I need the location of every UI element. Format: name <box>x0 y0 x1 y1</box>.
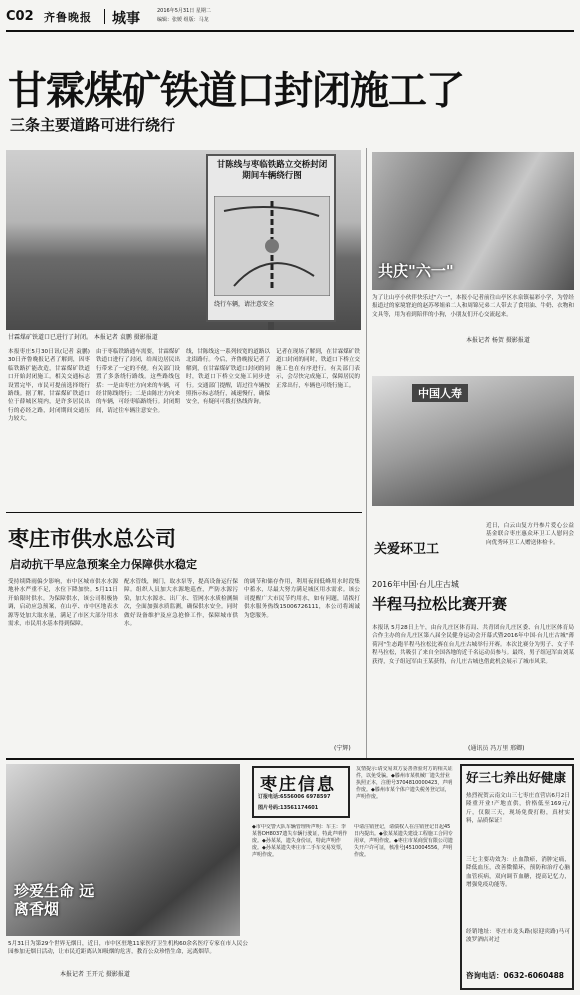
kids-credit: 本报记者 杨贺 摄影报道 <box>466 337 530 344</box>
water-col-3: 的调节和储存作用，利用夜间低峰用水时段集中蓄水，尽最大努力满足城区用水需求。该公司提醒广大市民节约用水，如有问题，请拨打供水服务热线15006726111，本公司将竭诚为您服务。 <box>244 579 360 619</box>
lead-col-1: 本报枣庄5月30日讯(记者 袁鹏) 30日齐鲁晚报记者了解到，因枣临铁路扩能改造，甘霖煤矿铁道口开始封闭施工。相关交通标志设置完毕，市民可提前选择绕行路线。据了解，甘霖煤矿铁道口位于薛城区境内，是许多居民出行的必经之路，封闭期间交通压力较大。 <box>8 349 90 423</box>
classifieds-col-1: ◆市中交警大队车辆管理所声明：车主：李某鲁DH8037遗失车辆行驶证，特此声明作废。◆孙某某，遗失身份证，特此声明作废。◆孙某某遗失枣庄市二手车交易发票，声明作废。 <box>252 824 348 858</box>
marathon-credit: (通讯员 冯万里 邢卿) <box>468 745 525 752</box>
classifieds-phone-1: 订报电话:6556006 6978597 <box>258 794 331 800</box>
classifieds-title-box <box>252 766 350 818</box>
detour-map <box>214 196 330 296</box>
header-rule <box>6 30 574 32</box>
lead-col-3: 线，甘陈线这一系列较宽的道路以北街路行。今后，齐鲁晚报记者了解到，在甘霖煤矿铁道口封闭的同时，铁道口下桥立交施工同步进行。交通部门提醒，请过往车辆按照指示标志绕行，减速慢行，确保安全，有疑问可拨打热线咨询。 <box>186 349 270 406</box>
classifieds-phone-2: 图片号码:13561174601 <box>258 805 319 811</box>
classifieds-title: 枣庄信息 <box>260 775 336 795</box>
map-notice: 绕行车辆，请注意安全 <box>214 301 275 308</box>
water-signature: (宁辉) <box>334 745 351 752</box>
ad-phone: 咨询电话：0632-6060488 <box>466 971 565 980</box>
masthead-logo: 齐鲁晚报 <box>44 11 92 24</box>
lead-subhead: 三条主要道路可进行绕行 <box>10 116 176 134</box>
lead-photo <box>6 150 361 330</box>
classifieds-col-2: 中请注销登记，请债权人在注销登记日起45日内提出。◆张某某遗失建设工程施工合同专用章，声明作废。◆枣庄市某商贸有限公司遗失开户许可证，核准号J4510004556，声明作废。 <box>354 824 453 858</box>
lead-photo-caption: 甘霖煤矿铁道口已进行了封闭。 本报记者 袁鹏 摄影报道 <box>8 334 158 341</box>
ad-address: 经销地址：枣庄市龙头路(原迎宾路)马可波罗酒店对过 <box>466 929 570 944</box>
smoke-photo <box>6 764 240 936</box>
header-divider <box>104 9 105 24</box>
lower-rule <box>6 758 574 760</box>
sign-board <box>206 154 336 322</box>
cleaner-title: 关爱环卫工 <box>374 542 440 557</box>
marathon-body: 本报讯 5月28日上午，由台儿庄区体育局、共青团台儿庄区委、台儿庄区体育局合作主办的台儿庄区第八届全民健身运动会开幕式暨2016年中国·台儿庄古城"薄荷河"生态跑半程马拉松比赛在台儿庄古城举行开赛。本次比赛分为男子、女子半程马拉松，共吸引了来自全国各地的近千名运动员参与。最终，男子组冠军由刘某获得，女子组冠军由王某获得，台儿庄古城也借此机会展示了城市风采。 <box>372 625 574 665</box>
lead-col-4: 记者在现场了解到，在甘霖煤矿铁道口封闭的同时，铁道口下桥立交施工也在有序进行。有关部门表示，会尽快完成施工，保障居民的正常出行，车辆也可绕行施工。 <box>276 349 360 389</box>
kids-photo <box>372 152 574 290</box>
classifieds-col-3: 友情提示:请交易双方妥善查验对方的相关证件，以免受骗。◆滕州市某机械厂遗失营业执照正本，注册号3704810000423，声明作废。◆滕州市某个体户遗失税务登记证，声明作废。 <box>356 766 453 800</box>
water-col-2: 配水管线，阀门，取水泵等，提高设备运行保障。组织人员加大水源地巡查，严防水源污染，加大水源水、出厂水、管网水水质检测频次，全面加强水质监测，确保供水安全。同时做好设备维护及应急抢修工作，保障城市供水。 <box>124 579 238 628</box>
page-number: C02 <box>6 9 34 24</box>
marathon-headline: 半程马拉松比赛开赛 <box>372 595 508 613</box>
ad-effects: 三七主要功效为：止血散瘀，消肿定痛，降低血压，改善微循环，预防和治疗心脑血管疾病，双向调节血糖，提高记忆力，增强免疫功能等。 <box>466 857 570 889</box>
lead-bottom-rule <box>6 512 362 513</box>
smoke-caption: 5月31日为第29个世界无烟日，近日，市中区驻地11家医疗卫生机构60余名医疗专家在市人民公园参加无烟日活动，让市民近距离认知吸烟的危害，教育公众珍惜生命，远离烟草。 <box>8 941 248 956</box>
water-col-1: 受持续降雨偏少影响，市中区城市供水水源地补水严重不足，水位下降加快。5月11日开始限时供水。为保障供水，该公司积极协调，启动应急预案，在山亭、市中区地表水源等处加大取水量，满足了市区大部分用水需求，市民用水基本得到保障。 <box>8 579 118 628</box>
section-name: 城事 <box>112 11 140 27</box>
cleaner-photo <box>372 376 574 506</box>
date-line: 2016年5月31日 星期二 <box>157 8 211 14</box>
ad-title: 好三七养出好健康 <box>466 770 567 785</box>
water-subhead: 启动抗干旱应急预案全力保障供水稳定 <box>10 558 197 571</box>
column-divider <box>366 148 367 758</box>
smoke-photo-label: 珍爱生命 远离香烟 <box>14 882 95 918</box>
cleaner-caption: 近日，白云山复方丹参片爱心公益基金联合枣庄惠众环卫工人慰问会向优秀环卫工人赠送体检卡。 <box>486 523 574 546</box>
water-headline: 枣庄市供水总公司 <box>8 527 176 551</box>
lead-col-2: 由于枣临铁路通车需要，甘霖煤矿铁道口进行了封闭，给周边居民出行带来了一定的不便。有关部门设置了多条绕行路线。这些路线包括：一是由枣庄方向来的车辆，可经甘陈线绕行；二是由陈庄方向来的车辆，可经枣临路绕行。封闭期间，请过往车辆注意安全。 <box>96 349 180 414</box>
map-title: 甘陈线与枣临铁路立交桥封闭期间车辆绕行图 <box>216 160 328 181</box>
lead-headline: 甘霖煤矿铁道口封闭施工了 <box>8 69 465 114</box>
kids-photo-label: 共庆"六一" <box>378 262 454 280</box>
editor-line: 编辑：张媛 组版：马龙 <box>157 17 209 23</box>
marathon-kicker: 2016年中国·台儿庄古城 <box>372 580 459 589</box>
ad-body: 热烈祝贺云南文山三七枣庄直营店6月2日隆重开业!产地直供，价格低至169元/斤，仅限三天，现场免费打粉，真材实料，品质保证！ <box>466 793 570 825</box>
sign-post <box>268 322 274 330</box>
kids-caption: 为了让山亭小伙伴快乐过"六一"，本报小记者前往山亭区水泉镇福彩小学，为曾经报道过的家境窘迫的赵苏琴姐弟二人和周锦兄弟二人带去了食用油、牛奶、衣物和文具等，用为看到陪伴的小狗，小朋友们开心交流起来。 <box>372 295 574 318</box>
ad-box <box>460 764 574 990</box>
smoke-credit: 本报记者 王开元 摄影报道 <box>60 971 130 978</box>
cleaner-banner: 中国人寿 <box>412 384 468 402</box>
